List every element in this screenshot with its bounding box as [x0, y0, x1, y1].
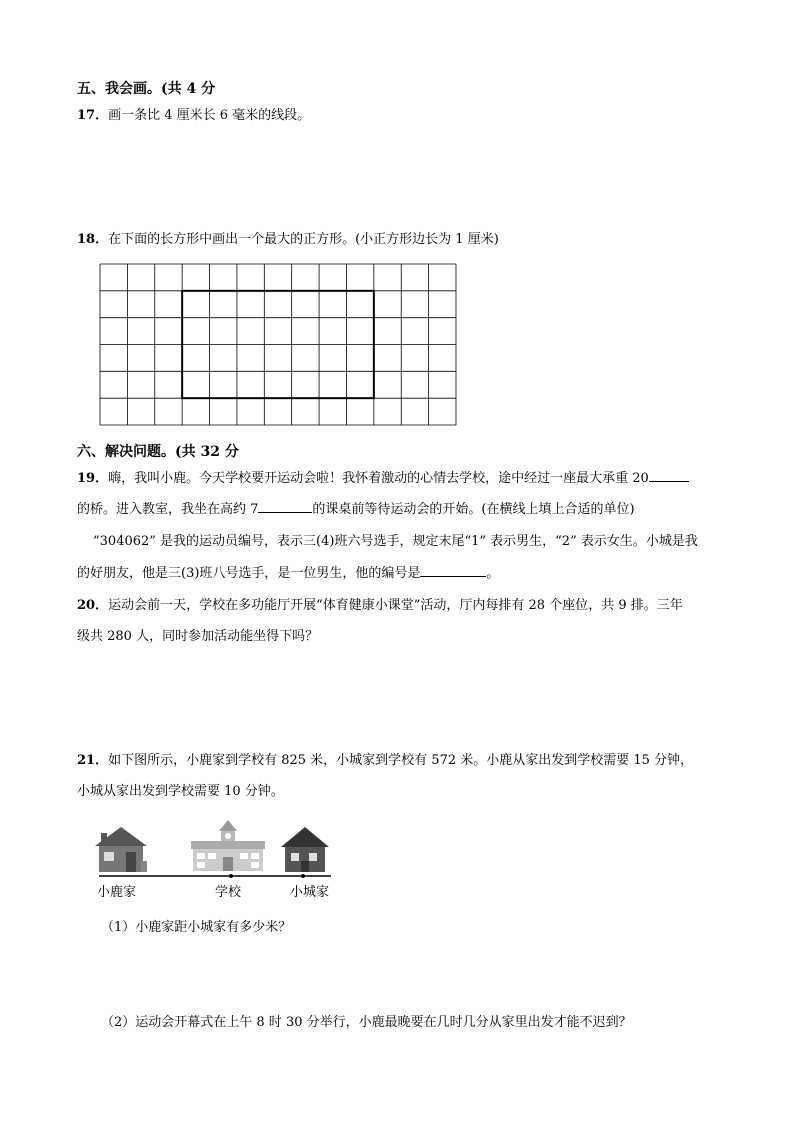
section-5-heading: 五、我会画。(共 4 分 [77, 81, 216, 97]
question-19-line-2 [77, 498, 635, 517]
xiaocheng-home-label: 小城家 [290, 885, 330, 900]
xiaocheng-house-icon [281, 827, 329, 872]
school-label: 学校 [215, 885, 242, 900]
route-illustration [95, 815, 345, 885]
question-20-text-2: 级共 280 人，同时参加活动能坐得下吗？ [77, 629, 319, 644]
answer-blank-height-unit[interactable] [258, 500, 312, 513]
question-19-text-1: 嗨，我叫小鹿。今天学校要开运动会啦！我怀着激动的心情去学校，途中经过一座最大承重 20 [108, 471, 649, 486]
question-19-text-2b: 的课桌前等待运动会的开始。(在横线上填上合适的单位) [312, 502, 635, 517]
question-18-number: 18． [77, 232, 109, 247]
question-17-number: 17． [77, 108, 109, 123]
question-19-text-3: “304062” 是我的运动员编号，表示三(4)班六号选手，规定末尾“1” 表示男生，“2” 表示女生。小城是我 [93, 534, 698, 549]
question-19-text-4a: 的好朋友，他是三(3)班八号选手，是一位男生，他的编号是 [77, 566, 421, 581]
question-21-line-1 [77, 749, 693, 768]
question-19-line-4 [77, 562, 499, 581]
question-21-sub-1: （1）小鹿家距小城家有多少米？ [101, 920, 292, 935]
xiaolu-house-icon [95, 827, 147, 872]
question-19-line-1 [77, 467, 689, 486]
question-21-sub-2: （2）运动会开幕式在上午 8 时 30 分举行，小鹿最晚要在几时几分从家里出发才能不迟到？ [101, 1015, 632, 1030]
question-19-text-4b: 。 [486, 566, 500, 581]
grid-figure [99, 263, 459, 427]
question-19-line-3 [93, 530, 698, 549]
question-19-number: 19． [77, 471, 109, 486]
question-21-text-1: 如下图所示，小鹿家到学校有 825 米，小城家到学校有 572 米。小鹿从家出发到学校需要 15 分钟， [108, 753, 694, 768]
xiaolu-home-label: 小鹿家 [97, 885, 137, 900]
section-6-heading: 六、解决问题。(共 32 分 [77, 444, 239, 460]
question-21-text-2: 小城从家出发到学校需要 10 分钟。 [77, 784, 284, 799]
question-19-text-2a: 的桥。进入教室，我坐在高约 7 [77, 502, 259, 517]
answer-blank-athlete-number[interactable] [420, 564, 486, 577]
question-21-number: 21． [77, 753, 109, 768]
question-18-text: 在下面的长方形中画出一个最大的正方形。(小正方形边长为 1 厘米) [108, 232, 499, 247]
school-icon [191, 820, 265, 871]
answer-blank-weight-unit[interactable] [649, 469, 689, 482]
question-20-line-1 [77, 594, 683, 613]
question-17 [77, 104, 310, 123]
question-20-text-1: 运动会前一天，学校在多功能厅开展“体育健康小课堂”活动，厅内每排有 28 个座位，共 9 排。三年 [108, 598, 683, 613]
question-18 [77, 228, 499, 247]
question-21-line-2 [77, 780, 284, 799]
question-20-number: 20． [77, 598, 109, 613]
question-20-line-2 [77, 625, 318, 644]
question-17-text: 画一条比 4 厘米长 6 毫米的线段。 [108, 108, 311, 123]
